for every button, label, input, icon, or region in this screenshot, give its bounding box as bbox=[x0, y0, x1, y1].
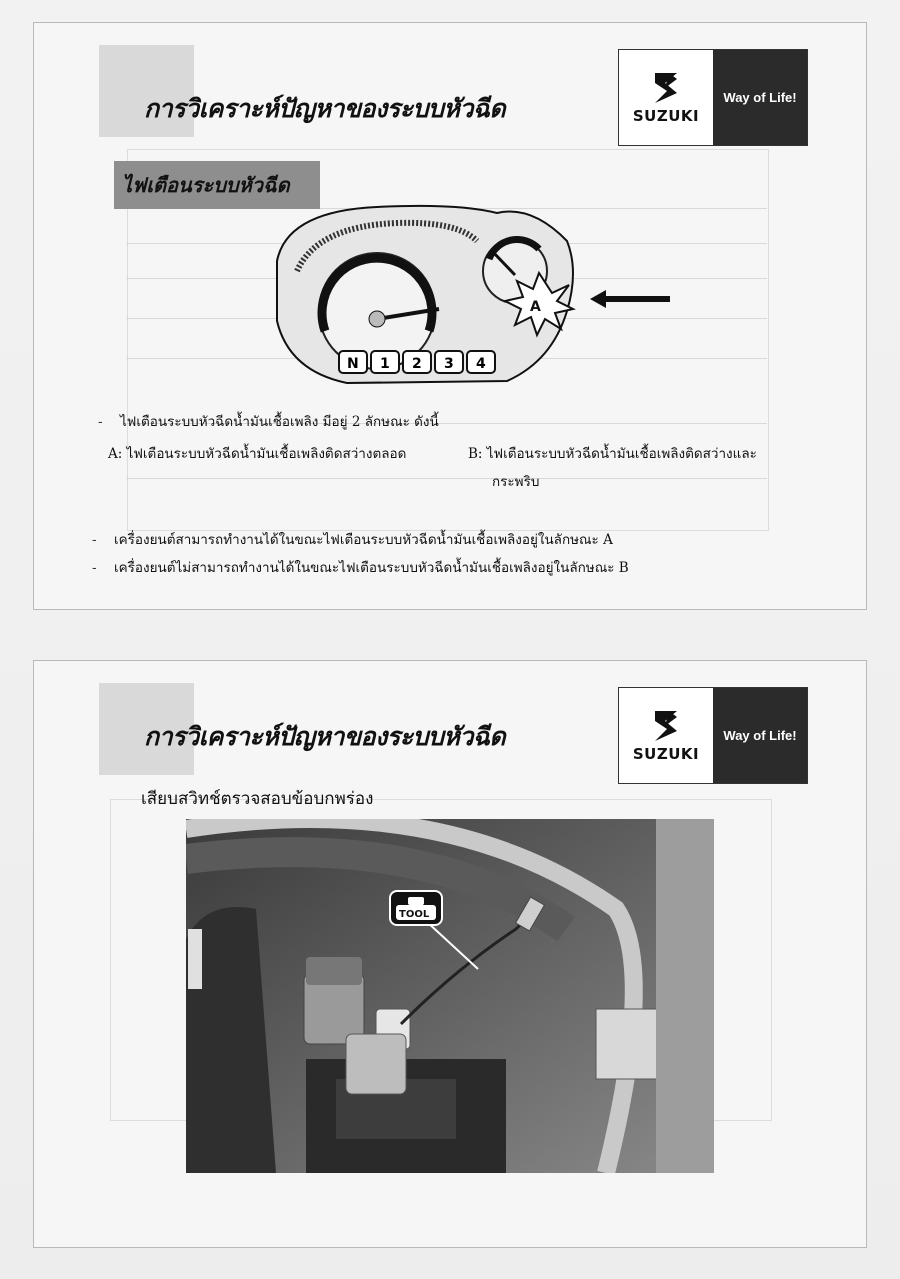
brand-wordmark: SUZUKI bbox=[632, 744, 700, 763]
suzuki-brand-logo bbox=[618, 687, 808, 784]
slide-subtitle: เสียบสวิทช์ตรวจสอบข้อบกพร่อง bbox=[141, 789, 374, 809]
brand-tagline: Way of Life! bbox=[713, 688, 807, 783]
slide-diagnostic-switch bbox=[33, 660, 867, 1248]
option-b-text: B: ไฟเตือนระบบหัวฉีดน้ำมันเชื้อเพลิงติดสว่างและ bbox=[468, 446, 757, 462]
note-engine-runs: - เครื่องยนต์สามารถทำงานได้ในขณะไฟเตือนระบบหัวฉีดน้ำมันเชื้อเพลิงอยู่ในลักษณะ A bbox=[114, 529, 613, 551]
gear-1: 1 bbox=[380, 356, 390, 372]
brand-wordmark: SUZUKI bbox=[632, 106, 700, 125]
note-engine-stops: - เครื่องยนต์ไม่สามารถทำงานได้ในขณะไฟเตือนระบบหัวฉีดน้ำมันเชื้อเพลิงอยู่ในลักษณะ B bbox=[114, 557, 629, 579]
warning-letter: A bbox=[530, 299, 541, 315]
suzuki-s-logo-icon bbox=[647, 71, 685, 105]
left-arrow-icon bbox=[590, 289, 670, 309]
section-label: ไฟเตือนระบบหัวฉีด bbox=[114, 161, 320, 209]
gear-n: N bbox=[347, 356, 359, 372]
under-seat-photo bbox=[186, 819, 714, 1173]
gear-2: 2 bbox=[412, 356, 422, 372]
tool-label: TOOL bbox=[399, 909, 430, 920]
suzuki-brand-logo bbox=[618, 49, 808, 146]
slide-fi-warning-light bbox=[33, 22, 867, 610]
slide-title: การวิเคราะห์ปัญหาของระบบหัวฉีด bbox=[144, 722, 506, 751]
gear-4: 4 bbox=[476, 356, 486, 372]
option-b-text-cont: กระพริบ bbox=[492, 474, 540, 490]
tool-icon bbox=[390, 891, 442, 925]
brand-tagline: Way of Life! bbox=[713, 50, 807, 145]
intro-text: - ไฟเตือนระบบหัวฉีดน้ำมันเชื้อเพลิง มีอยู่ 2 ลักษณะ ดังนี้ bbox=[120, 411, 439, 433]
instrument-cluster-illustration bbox=[267, 201, 579, 401]
slide-title: การวิเคราะห์ปัญหาของระบบหัวฉีด bbox=[144, 94, 506, 123]
gear-indicator-row bbox=[339, 351, 495, 373]
option-a-text: A: ไฟเตือนระบบหัวฉีดน้ำมันเชื้อเพลิงติดสว่างตลอด bbox=[108, 446, 407, 462]
gear-3: 3 bbox=[444, 356, 454, 372]
suzuki-s-logo-icon bbox=[647, 709, 685, 743]
